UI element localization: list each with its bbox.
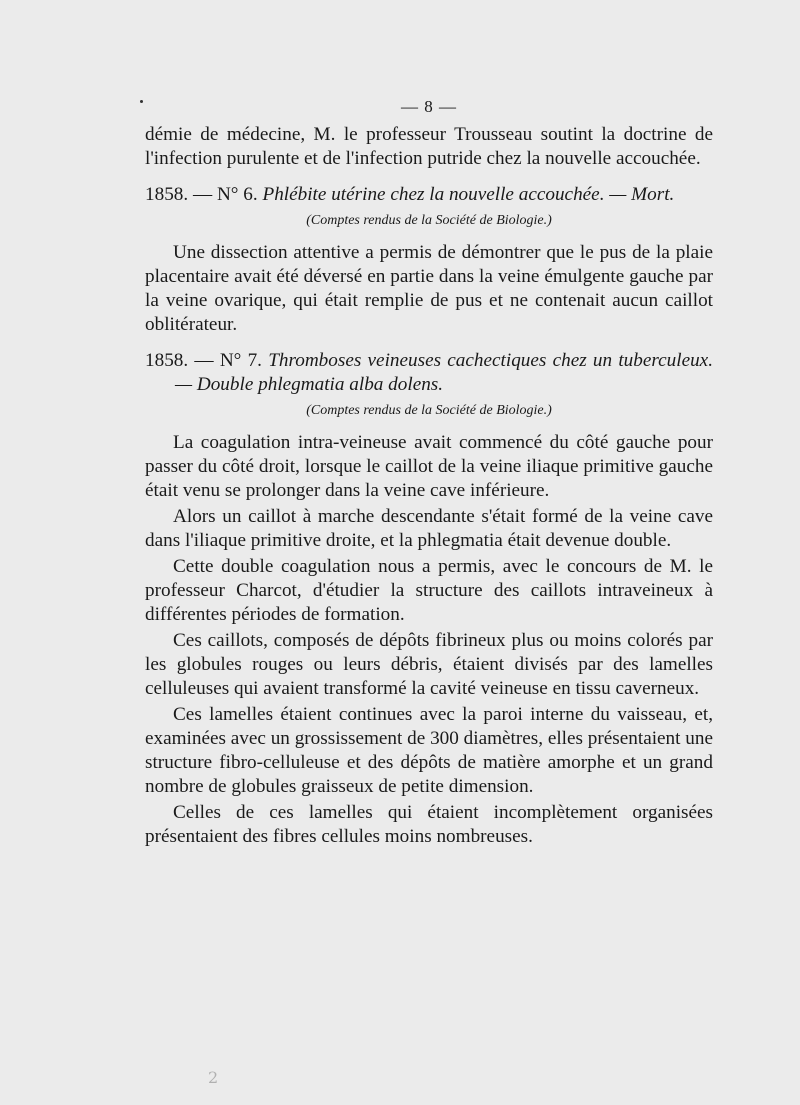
entry-6-number: 1858. — N° 6. [145,184,258,205]
entry-7-heading [145,349,713,397]
ink-dot [140,100,143,103]
page-number: — 8 — [401,97,457,116]
entry-6-title: Phlébite utérine chez la nouvelle accouchée. — Mort. [262,184,675,205]
paragraph-lamelles: Ces lamelles étaient continues avec la paroi interne du vaisseau, et, examinées avec un grossissement de 300 diamètres, elles présentaient une structure fibro-celluleuse et des dépôts de matière amorphe et un grand nombre de globules graisseux de petite dimension. [145,704,713,797]
paragraph-coagulation: La coagulation intra-veineuse avait commencé du côté gauche pour passer du côté droit, lorsque le caillot de la veine iliaque primitive gauche était venu se prolonger dans la veine cave inférieure. [145,432,713,501]
paragraph-celles: Celles de ces lamelles qui étaient incomplètement organisées présentaient des fibres cellules moins nombreuses. [145,802,713,847]
entry-6-source: (Comptes rendus de la Société de Biologie.) [306,213,552,228]
entry-7-number: 1858. — N° 7. [145,350,262,371]
text-block [145,95,713,849]
paragraph-dissection: Une dissection attentive a permis de démontrer que le pus de la plaie placentaire avait été déversé en partie dans la veine émulgente gauche par la veine ovarique, qui était remplie de pus et ne contenait aucun caillot oblitérateur. [145,242,713,335]
paragraph-double: Cette double coagulation nous a permis, avec le concours de M. le professeur Charcot, d'étudier la structure des caillots intraveineux à différentes périodes de formation. [145,556,713,625]
entry-6-heading [145,183,713,207]
bleed-through-mark: 2 [208,1068,219,1087]
paragraph-caillots: Ces caillots, composés de dépôts fibrineux plus ou moins colorés par les globules rouges ou leurs débris, étaient divisés par des lamelles celluleuses qui avaient transformé la cavité veineuse en tissu caverneux. [145,630,713,699]
paragraph-intro: démie de médecine, M. le professeur Trousseau soutint la doctrine de l'infection purulente et de l'infection putride chez la nouvelle accouchée. [145,124,713,169]
entry-7-title: Thromboses veineuses cachectiques chez un tuberculeux. — Double phlegmatia alba dolens. [175,350,713,395]
entry-7-source: (Comptes rendus de la Société de Biologie.) [306,403,552,418]
paragraph-alors: Alors un caillot à marche descendante s'était formé de la veine cave dans l'iliaque primitive droite, et la phlegmatia était devenue double. [145,506,713,551]
